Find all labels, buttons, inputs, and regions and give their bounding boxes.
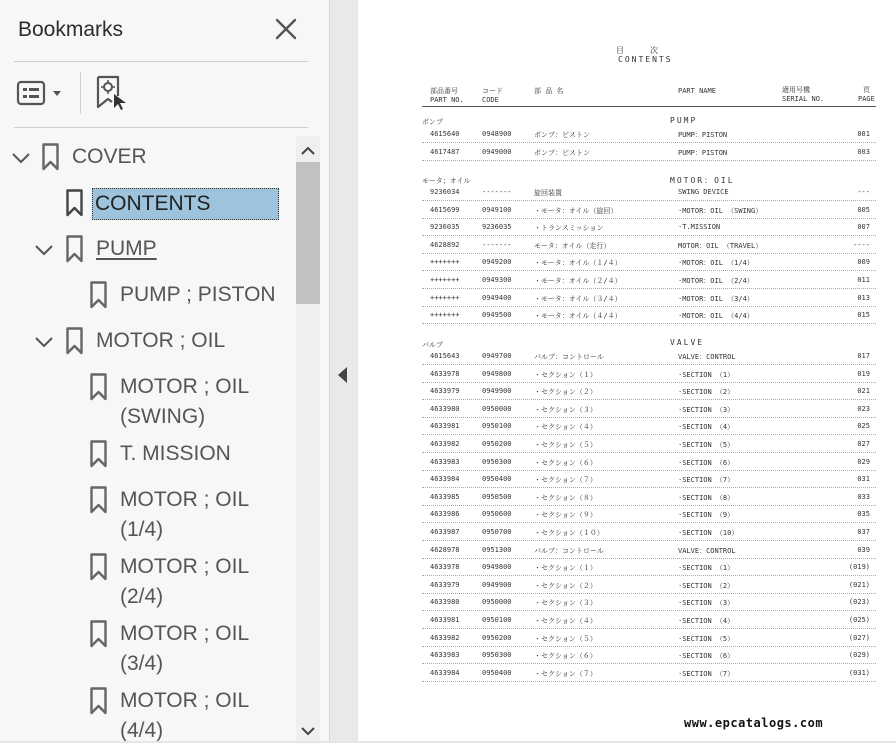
part-number: 4633979 [430,387,460,396]
page-number: (027) [848,633,870,642]
part-name-jp: ・セクション（２） [534,581,597,590]
part-name-jp: ・セクション（４） [534,423,597,432]
part-name-jp: ・モータ：オイル（１/４） [534,259,622,268]
part-name-jp: ・セクション（８） [534,493,597,502]
page-number: (023) [848,598,870,607]
code: 0949300 [482,276,512,284]
scroll-up-icon[interactable] [300,143,316,159]
code: 0951300 [482,545,512,554]
code: ------- [482,240,512,249]
contents-row [422,559,876,576]
page-number: 027 [857,440,870,448]
part-name-jp: ・セクション（２） [534,388,597,397]
part-number: 4633980 [430,598,460,607]
part-number: 4633982 [430,440,460,448]
contents-row [422,542,876,559]
part-name-jp: ・セクション（７） [534,476,597,485]
bookmark-options-icon [16,80,68,108]
code: 0949400 [482,293,512,302]
part-name-jp: ・セクション（１） [534,370,597,379]
chevron-down-icon[interactable] [33,239,55,261]
code: 0950000 [482,598,512,607]
page-number: 007 [857,223,870,232]
new-bookmark-button[interactable] [96,74,130,112]
code: 0950400 [482,475,512,484]
bookmark-icon [90,281,107,309]
part-name-jp: ・セクション（４） [534,617,597,625]
part-name-en: ·SECTION （2） [678,581,735,590]
part-name-en: ·SECTION （6） [678,458,735,467]
part-name-en: ·SECTION （8） [678,493,735,502]
code: 0949500 [482,311,512,320]
code: 0950300 [482,457,512,466]
bookmark-icon [90,687,107,715]
bookmark-icon [90,486,107,514]
contents-row [422,272,876,289]
part-number: +++++++ [430,258,460,267]
part-name-jp: ・モータ：オイル（旋回） [534,206,618,215]
part-name-jp: ・モータ：オイル（２/４） [534,277,622,285]
scroll-down-icon[interactable] [300,723,316,739]
part-name-en: ·MOTOR：OIL （SWING） [678,206,763,215]
part-name-jp: ・セクション（６） [534,652,597,661]
page-number: 021 [857,387,870,396]
watermark: www.epcatalogs.com [684,716,824,730]
document-page [358,0,896,741]
section-pump-jp: ポンプ [422,118,443,126]
header-page-en: PAGE [858,95,875,103]
contents-row [422,126,876,143]
contents-row [422,471,876,488]
bookmark-icon [66,235,83,263]
bookmark-cover[interactable] [42,142,147,172]
contents-row [422,454,876,471]
contents-row [422,612,876,629]
part-name-en: ·MOTOR：OIL （2/4） [678,277,754,285]
part-name-jp: ・セクション（３） [534,405,597,414]
contents-row [422,401,876,418]
part-number: 4633984 [430,475,460,484]
bookmark-label: CONTENTS [92,188,279,220]
bookmark-motor-oil[interactable] [66,326,225,356]
part-name-en: ·SECTION （4） [678,423,735,432]
part-name-en: PUMP：PISTON [678,149,728,157]
part-name-en: ·SECTION （1） [678,564,735,573]
header-code [482,87,503,105]
part-number: 4617487 [430,148,460,156]
part-name-jp: ・セクション（５） [534,441,597,449]
part-name-jp: ・セクション（９） [534,511,597,520]
section-pump-en: PUMP [670,116,698,125]
contents-row [422,348,876,365]
doc-title-en: CONTENTS [618,55,673,64]
header-serial-en: SERIAL NO. [782,95,825,103]
part-number: 4633982 [430,633,460,642]
collapse-left-icon[interactable] [336,366,350,384]
bookmark-motor-oil-swing[interactable] [90,372,270,432]
part-number: 4633984 [430,668,460,677]
code: 0949700 [482,352,512,360]
part-number: 4633983 [430,651,460,660]
section-motor-jp: モータ；オイル [422,177,471,185]
part-name-en: PUMP：PISTON [678,131,728,139]
part-name-jp: バルブ：コントロール [534,546,604,555]
part-name-en: ·SECTION （4） [678,617,735,625]
page-number: 037 [857,528,870,536]
bookmark-label: T. MISSION [120,442,231,465]
part-number: 4633978 [430,369,460,378]
code: 0949800 [482,369,512,378]
page-number: (019) [848,563,870,572]
part-name-jp: 旋回装置 [534,189,562,197]
bookmark-icon [90,373,107,401]
part-name-jp: ・モータ：オイル（４/４） [534,312,622,321]
page-number: 031 [857,475,870,484]
header-part-jp: 部品番号 [430,87,458,95]
header-serial-jp: 適用号機 [782,86,810,94]
page-number: 033 [857,492,870,501]
panel-divider-2 [14,127,308,128]
bookmark-motor-oil-3-4[interactable] [90,619,270,679]
part-name-jp: ポンプ：ピストン [534,149,590,157]
part-number: 4633981 [430,616,460,624]
code: 0948900 [482,130,512,138]
part-name-en: SWING DEVICE [678,188,729,196]
code: 0950300 [482,651,512,660]
page-number: 023 [857,404,870,413]
page-number: 039 [857,545,870,554]
header-page [858,86,875,104]
page-number: 003 [857,148,870,156]
part-number: +++++++ [430,276,460,284]
code: 0950200 [482,633,512,642]
code: 0950400 [482,668,512,677]
page-number: ---- [853,240,870,249]
code: 0949900 [482,580,512,589]
part-name-en: MOTOR：OIL （TRAVEL） [678,241,763,250]
contents-row [422,665,876,682]
part-number: 4633985 [430,492,460,501]
part-name-en: ·SECTION （3） [678,599,735,608]
bookmark-icon [66,327,83,355]
bookmark-icon [42,143,59,171]
part-number: 4633980 [430,404,460,413]
contents-row [422,647,876,664]
part-name-jp: ポンプ：ピストン [534,131,590,139]
bookmark-motor-oil-4-4[interactable] [90,686,270,741]
code: 0950200 [482,440,512,448]
chevron-down-icon[interactable] [10,147,32,169]
bookmark-icon [90,440,107,468]
part-number: 4615699 [430,205,460,214]
page-number: 009 [857,258,870,267]
code: 0949900 [482,387,512,396]
bookmark-icon [90,620,107,648]
contents-row [422,254,876,271]
contents-row [422,237,876,254]
code: 0949800 [482,563,512,572]
code: 0950600 [482,510,512,519]
contents-row [422,144,876,161]
section-valve-jp: バルブ [422,341,443,349]
code: ------- [482,188,512,196]
page-number: --- [857,188,870,196]
page-number: (025) [848,616,870,624]
scrollbar-thumb[interactable] [296,162,320,304]
page-number: 019 [857,369,870,378]
code: 0950000 [482,404,512,413]
header-page-jp: 頁 [862,86,870,94]
part-number: 4633978 [430,563,460,572]
part-name-en: ·SECTION （7） [678,669,735,678]
bookmarks-panel [0,0,330,741]
page-number: 013 [857,293,870,302]
contents-row [422,184,876,201]
page-number: 005 [857,205,870,214]
code: 0949200 [482,258,512,267]
doc-title-jp: 目次 [616,46,684,55]
contents-row [422,219,876,236]
part-number: 9236035 [430,223,460,232]
header-rule [422,106,876,107]
part-number: 4628892 [430,240,460,249]
header-part [430,87,464,105]
header-part-en: PART NO. [430,96,464,104]
contents-row [422,524,876,541]
code: 0950100 [482,616,512,624]
bookmark-icon [66,189,83,217]
bookmark-options-button[interactable] [16,80,68,108]
part-name-jp: モータ：オイル（走行） [534,241,611,250]
code: 0949000 [482,148,512,156]
contents-row [422,290,876,307]
header-code-jp: コード [482,87,503,95]
part-name-en: VALVE：CONTROL [678,546,736,555]
new-bookmark-icon [96,74,130,112]
part-name-jp: ・セクション（１） [534,564,597,573]
panel-title: Bookmarks [18,18,124,41]
header-code-en: CODE [482,96,499,104]
part-name-en: ·SECTION （2） [678,388,735,397]
header-name-jp: 部 品 名 [534,87,564,95]
contents-row [422,506,876,523]
page-number: (021) [848,580,870,589]
contents-row [422,418,876,435]
part-number: 4633981 [430,422,460,431]
page-number: 001 [857,130,870,138]
contents-row [422,366,876,383]
contents-row [422,202,876,219]
bookmark-pump-piston[interactable] [90,280,276,310]
bookmark-label: MOTOR ; OIL (2/4) [120,555,249,608]
part-name-jp: ・セクション（６） [534,458,597,467]
chevron-down-icon[interactable] [33,331,55,353]
part-number: 4615643 [430,352,460,360]
part-name-jp: ・セクション（７） [534,669,597,678]
contents-row [422,383,876,400]
bookmark-label: MOTOR ; OIL (4/4) [120,689,249,741]
code: 0950700 [482,528,512,536]
bookmark-label: MOTOR ; OIL [96,329,226,352]
part-name-en: ·SECTION （3） [678,405,735,414]
part-name-en: ·SECTION （5） [678,634,735,643]
part-number: +++++++ [430,293,460,302]
contents-row [422,307,876,324]
part-name-en: ·MOTOR：OIL （1/4） [678,259,754,268]
page-number: 011 [857,276,870,284]
part-number: 4633986 [430,510,460,519]
header-serial [782,86,824,104]
page-number: 029 [857,457,870,466]
header-name-en: PART NAME [678,87,716,95]
part-name-jp: ・セクション（３） [534,599,597,608]
contents-row [422,436,876,453]
bookmark-motor-oil-2-4[interactable] [90,552,270,612]
contents-row [422,577,876,594]
part-number: 4633987 [430,528,460,536]
code: 9236035 [482,223,512,232]
part-name-en: ·SECTION （5） [678,441,735,449]
page-number: (029) [848,651,870,660]
code: 0949100 [482,205,512,214]
part-name-jp: ・モータ：オイル（３/４） [534,294,622,303]
section-valve-en: VALVE [670,338,705,347]
bookmark-label: MOTOR ; OIL (3/4) [120,622,249,675]
part-name-en: ·SECTION （6） [678,652,735,661]
bookmark-label: COVER [72,145,147,168]
page-number: 035 [857,510,870,519]
part-name-en: ·SECTION （1） [678,370,735,379]
page-number: 017 [857,352,870,360]
contents-row [422,630,876,647]
bookmark-label: MOTOR ; OIL (SWING) [120,375,249,428]
part-name-en: ·T.MISSION [678,223,721,232]
bookmark-label: MOTOR ; OIL (1/4) [120,488,249,541]
toolbar-divider [80,72,81,114]
part-name-en: ·SECTION （9） [678,511,735,520]
bookmark-icon [90,553,107,581]
part-number: 4633983 [430,457,460,466]
part-number: 4633979 [430,580,460,589]
page-number: (031) [848,668,870,677]
bookmark-tree [0,134,296,741]
part-name-en: VALVE：CONTROL [678,353,736,361]
code: 0950500 [482,492,512,501]
section-motor-en: MOTOR：OIL [670,176,735,185]
part-name-jp: ・セクション（５） [534,634,597,643]
part-number: +++++++ [430,311,460,320]
bookmark-t-mission[interactable] [90,439,231,469]
part-name-en: ·MOTOR：OIL （3/4） [678,294,754,303]
bookmark-motor-oil-1-4[interactable] [90,485,270,545]
close-icon[interactable] [274,17,298,41]
part-number: 9236034 [430,188,460,196]
page-number: 025 [857,422,870,431]
part-name-en: ·MOTOR：OIL （4/4） [678,312,754,321]
part-number: 4615640 [430,130,460,138]
bookmark-pump[interactable] [66,234,157,264]
part-name-jp: バルブ：コントロール [534,353,604,361]
contents-row [422,489,876,506]
bookmark-label: PUMP [96,237,157,260]
part-name-jp: ・セクション（１０） [534,529,604,537]
bookmark-contents[interactable] [66,188,279,220]
contents-row [422,594,876,611]
part-number: 4628978 [430,545,460,554]
part-name-en: ·SECTION （10） [678,529,739,537]
part-name-jp: ・トランスミッション [534,224,604,233]
page-number: 015 [857,311,870,320]
part-name-en: ·SECTION （7） [678,476,735,485]
panel-divider [14,61,308,62]
bookmark-label: PUMP ; PISTON [120,283,276,306]
code: 0950100 [482,422,512,431]
